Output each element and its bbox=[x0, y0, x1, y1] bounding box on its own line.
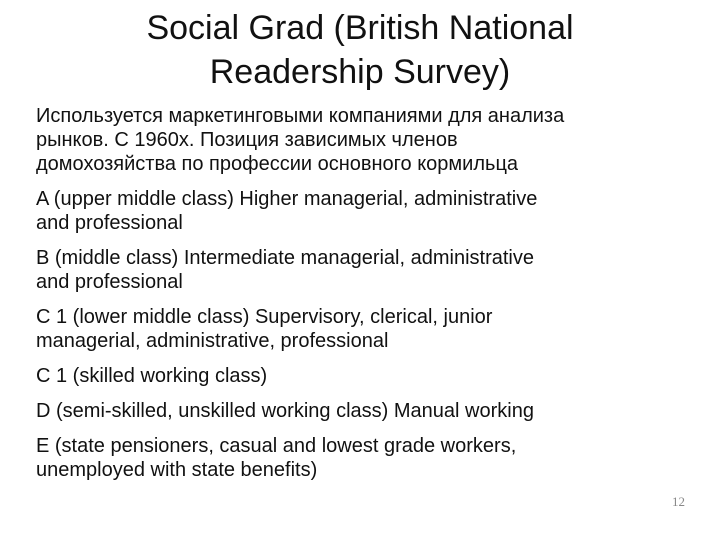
slide-title-line: Social Grad (British National bbox=[146, 9, 574, 47]
paragraph-line: C 1 (skilled working class) bbox=[36, 365, 268, 387]
page-number: 12 bbox=[672, 494, 685, 509]
paragraph-line: A (upper middle class) Higher managerial, administrative bbox=[36, 188, 538, 210]
body-paragraph-intro bbox=[36, 104, 676, 176]
body-paragraph-grade-e bbox=[36, 434, 676, 482]
body-paragraph-grade-b bbox=[36, 246, 676, 294]
paragraph-line: unemployed with state benefits) bbox=[36, 459, 318, 481]
paragraph-line: and professional bbox=[36, 212, 183, 234]
paragraph-line: and professional bbox=[36, 271, 183, 293]
body-paragraph-grade-c1-lower bbox=[36, 305, 676, 353]
paragraph-line: C 1 (lower middle class) Supervisory, clerical, junior bbox=[36, 306, 493, 328]
body-paragraph-grade-c1-skilled bbox=[36, 364, 676, 388]
paragraph-line: managerial, administrative, professional bbox=[36, 330, 389, 352]
paragraph-line: B (middle class) Intermediate managerial, administrative bbox=[36, 247, 534, 269]
paragraph-line: E (state pensioners, casual and lowest grade workers, bbox=[36, 435, 517, 457]
paragraph-line: рынков. С 1960х. Позиция зависимых членов bbox=[36, 129, 458, 151]
paragraph-line: Используется маркетинговыми компаниями для анализа bbox=[36, 105, 565, 127]
body-paragraph-grade-a bbox=[36, 187, 676, 235]
slide-body bbox=[36, 104, 676, 493]
body-paragraph-grade-d bbox=[36, 399, 676, 423]
paragraph-line: D (semi-skilled, unskilled working class) Manual working bbox=[36, 400, 534, 422]
slide-title bbox=[40, 6, 680, 94]
slide-title-line: Readership Survey) bbox=[209, 53, 511, 91]
paragraph-line: домохозяйства по профессии основного кормильца bbox=[36, 153, 519, 175]
